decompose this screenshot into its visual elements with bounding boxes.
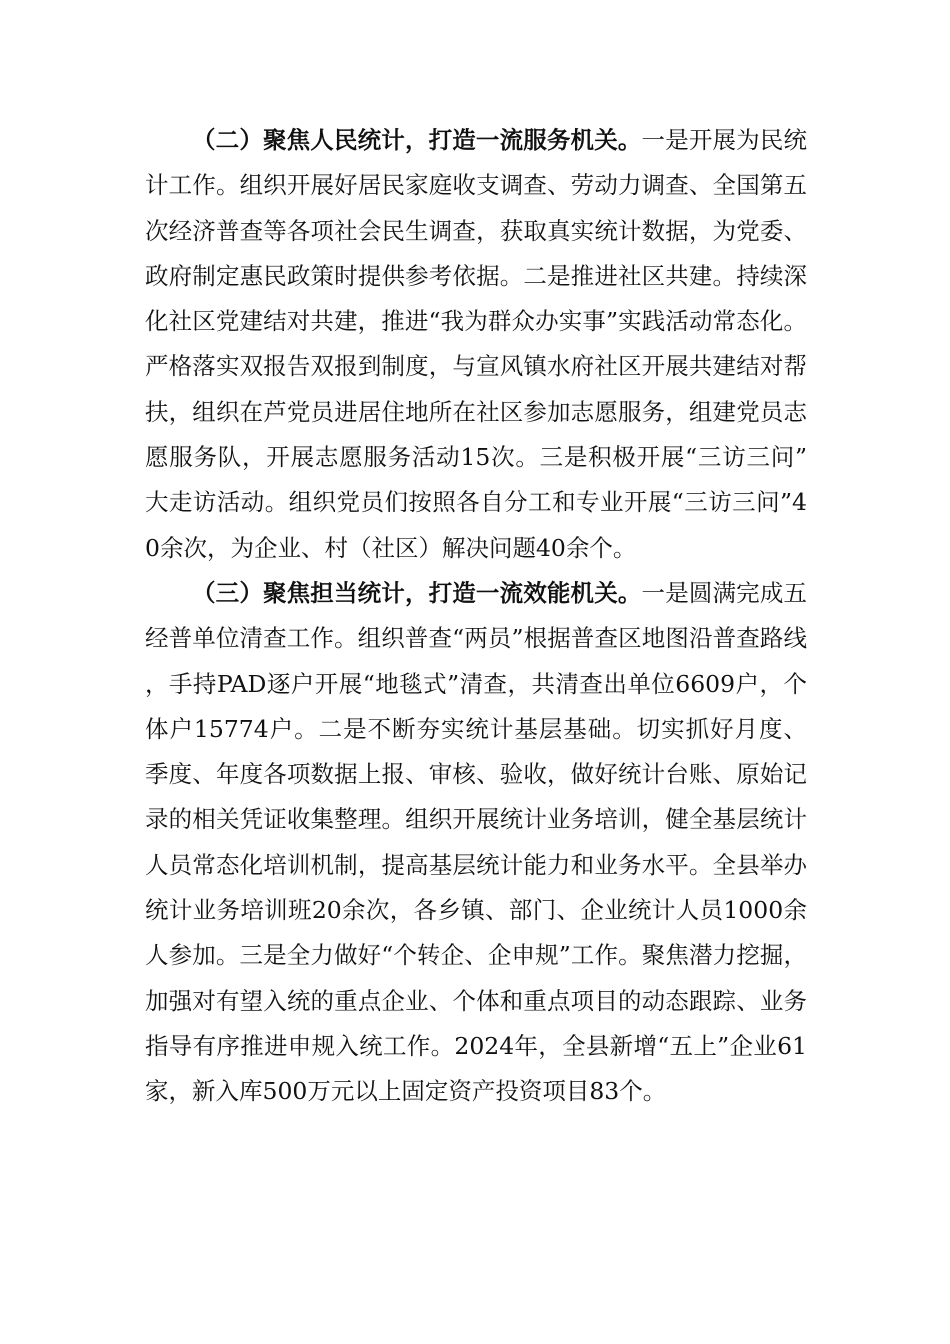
document-body [145, 118, 807, 1115]
paragraph-service-agency [145, 118, 807, 571]
paragraph-text: 一是开展为民统计工作。组织开展好居民家庭收支调查、劳动力调查、全国第五次经济普查等各项社会民生调查，获取真实统计数据，为党委、政府制定惠民政策时提供参考依据。二是推进社区共建。持续深化社区党建结对共建，推进“我为群众办实事”实践活动常态化。严格落实双报告双报到制度，与宣风镇水府社区开展共建结对帮扶，组织在芦党员进居住地所在社区参加志愿服务，组建党员志愿服务队，开展志愿服务活动15次。三是积极开展“三访三问”大走访活动。组织党员们按照各自分工和专业开展“三访三问”40余次，为企业、村（社区）解决问题40余个。 [145, 126, 808, 562]
paragraph-heading: （二）聚焦人民统计，打造一流服务机关。 [192, 126, 642, 154]
paragraph-text: 一是圆满完成五经普单位清查工作。组织普查“两员”根据普查区地图沿普查路线，手持PAD逐户开展“地毯式”清查，共清查出单位6609户，个体户15774户。二是不断夯实统计基层基础。切实抓好月度、季度、年度各项数据上报、审核、验收，做好统计台账、原始记录的相关凭证收集整理。组织开展统计业务培训，健全基层统计人员常态化培训机制，提高基层统计能力和业务水平。全县举办统计业务培训班20余次，各乡镇、部门、企业统计人员1000余人参加。三是全力做好“个转企、企申规”工作。聚焦潜力挖掘，加强对有望入统的重点企业、个体和重点项目的动态跟踪、业务指导有序推进申规入统工作。2024年，全县新增“五上”企业61家，新入库500万元以上固定资产投资项目83个。 [145, 578, 808, 1106]
paragraph-efficiency-agency [145, 571, 807, 1115]
paragraph-heading: （三）聚焦担当统计，打造一流效能机关。 [192, 578, 642, 607]
